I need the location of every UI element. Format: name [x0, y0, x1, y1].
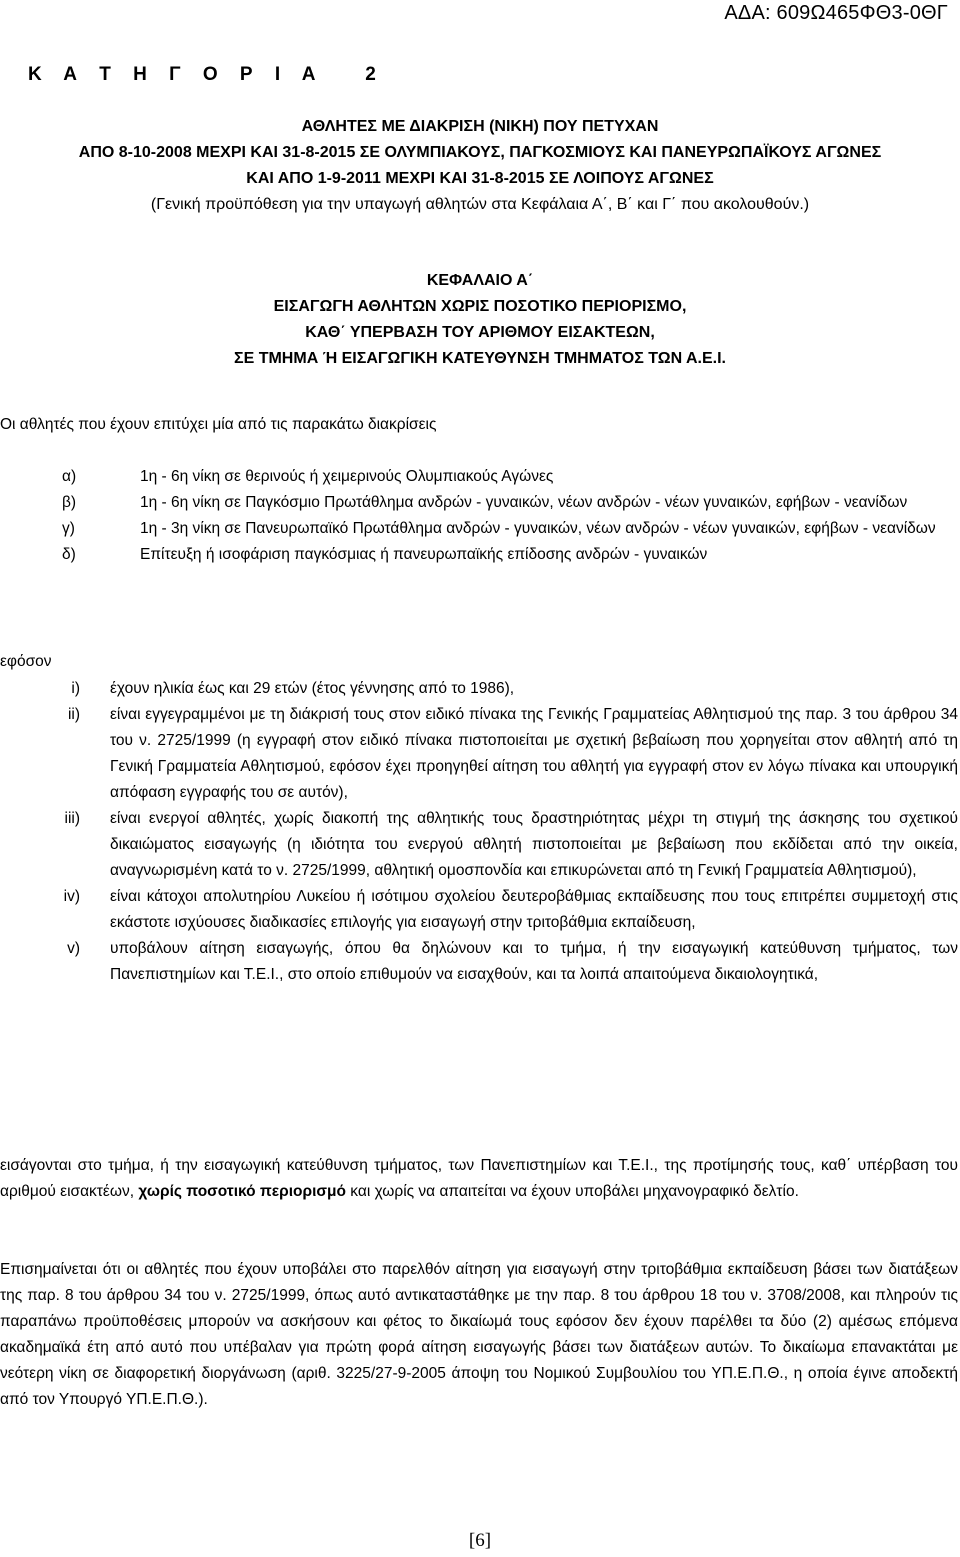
category-title: Κ Α Τ Η Γ Ο Ρ Ι Α 2: [28, 64, 385, 85]
distinctions-list: [0, 464, 960, 568]
item-label: v): [67, 940, 80, 957]
item-text: Επίτευξη ή ισοφάριση παγκόσμιας ή πανευρωπαϊκής επίδοσης ανδρών - γυναικών: [140, 546, 708, 563]
item-label: ii): [67, 706, 80, 723]
item-label: δ): [62, 546, 76, 563]
note-paragraph: Επισημαίνεται ότι οι αθλητές που έχουν υποβάλει στο παρελθόν αίτηση για εισαγωγή στην τριτοβάθμια εκπαίδευση βάσει των διατάξεων της παρ. 8 του άρθρου 34 του ν. 2725/1999, όπως αυτό αντικαταστάθηκε με την παρ. 8 του άρθρου 18 του ν. 3708/2008, και πληρούν τις παραπάνω προϋποθέσεις μπορούν να ασκήσουν και φέτος το δικαίωμά τους εφόσον δεν έχουν παρέλθει τα δύο (2) αμέσως επόμενα ακαδημαϊκά έτη από αυτό που υπέβαλαν για πρώτη φορά αίτηση εισαγωγής βάσει των διατάξεων αυτών. Το δικαίωμα επανακτάται με νεότερη νίκη σε διαφορετική διοργάνωση (αριθ. 3225/27-9-2005 άποψη του Νομικού Συμβουλίου του ΥΠ.Ε.Π.Θ., η οποία έγινε αποδεκτή από τον Υπουργό ΥΠ.Ε.Π.Θ.).: [0, 1261, 958, 1408]
item-label: β): [62, 494, 77, 511]
item-label: α): [62, 468, 77, 485]
list-item: [0, 464, 960, 490]
header-line: ΑΘΛΗΤΕΣ ΜΕ ΔΙΑΚΡΙΣΗ (ΝΙΚΗ) ΠΟΥ ΠΕΤΥΧΑΝ: [301, 118, 659, 135]
item-text: είναι εγγεγραμμένοι με τη διάκρισή τους στον ειδικό πίνακα της Γενικής Γραμματείας Αθλητισμού της παρ. 3 του άρθρου 34 του ν. 2725/1999 (η εγγραφή στον ειδικό πίνακα πιστοποιείται με σχετική βεβαίωση που χορηγείται στον αθλητή από τη Γενική Γραμματεία Αθλητισμού, εφόσον έχει προηγηθεί αίτηση του αθλητή για εγγραφή στον εν λόγω πίνακα και υπουργική απόφαση εγγραφής του σε αυτόν),: [110, 706, 958, 801]
chapter-header: [0, 268, 960, 372]
item-text: έχουν ηλικία έως και 29 ετών (έτος γέννησης από το 1986),: [110, 680, 515, 697]
section-header: [0, 114, 960, 218]
list-item: [0, 936, 960, 988]
chapter-line: ΣΕ ΤΜΗΜΑ Ή ΕΙΣΑΓΩΓΙΚΗ ΚΑΤΕΥΘΥΝΣΗ ΤΜΗΜΑΤΟΣ ΤΩΝ Α.Ε.Ι.: [233, 350, 726, 367]
chapter-line: ΚΕΦΑΛΑΙΟ Α΄: [426, 272, 534, 289]
conditions-list: [0, 676, 960, 988]
emphasis-text: χωρίς ποσοτικό περιορισμό: [138, 1183, 346, 1200]
item-text: 1η - 6η νίκη σε Παγκόσμιο Πρωτάθλημα ανδρών - γυναικών, νέων ανδρών - νέων γυναικών, εφήβων - νεανίδων: [140, 494, 908, 511]
item-text: υποβάλουν αίτηση εισαγωγής, όπου θα δηλώνουν και το τμήμα, ή την εισαγωγική κατεύθυνση τμήματος, των Πανεπιστημίων και Τ.Ε.Ι., στο οποίο επιθυμούν να εισαχθούν, και τα λοιπά απαιτούμενα δικαιολογητικά,: [110, 940, 958, 983]
header-line: ΑΠΟ 8-10-2008 ΜΕΧΡΙ ΚΑΙ 31-8-2015 ΣΕ ΟΛΥΜΠΙΑΚΟΥΣ, ΠΑΓΚΟΣΜΙΟΥΣ ΚΑΙ ΠΑΝΕΥΡΩΠΑΪΚΟΥΣ ΑΓΩΝΕΣ: [78, 144, 882, 161]
list-item: [0, 490, 960, 516]
admission-paragraph: [0, 1153, 958, 1205]
list-item: [0, 702, 960, 806]
item-text: 1η - 6η νίκη σε θερινούς ή χειμερινούς Ολυμπιακούς Αγώνες: [140, 468, 554, 485]
paragraph-text: εισάγονται στο τμήμα, ή την εισαγωγική κατεύθυνση τμήματος, των Πανεπιστημίων και Τ.Ε.Ι., της προτίμησής τους, καθ΄ υπέρβαση του αριθμού εισακτέων,: [0, 1157, 958, 1200]
item-label: iii): [64, 810, 80, 827]
item-text: 1η - 3η νίκη σε Πανευρωπαϊκό Πρωτάθλημα ανδρών - γυναικών, νέων ανδρών - νέων γυναικών, εφήβων - νεανίδων: [140, 520, 936, 537]
list-item: [0, 542, 960, 568]
list-item: [0, 516, 960, 542]
item-label: γ): [62, 520, 75, 537]
header-line: ΚΑΙ ΑΠΟ 1-9-2011 ΜΕΧΡΙ ΚΑΙ 31-8-2015 ΣΕ ΛΟΙΠΟΥΣ ΑΓΩΝΕΣ: [246, 170, 714, 187]
chapter-line: ΕΙΣΑΓΩΓΗ ΑΘΛΗΤΩΝ ΧΩΡΙΣ ΠΟΣΟΤΙΚΟ ΠΕΡΙΟΡΙΣΜΟ,: [273, 298, 687, 315]
item-text: είναι ενεργοί αθλητές, χωρίς διακοπή της αθλητικής τους δραστηριότητας μέχρι τη στιγμή της άσκησης του σχετικού δικαιώματος εισαγωγής (η ιδιότητα του ενεργού αθλητή πιστοποιείται με βεβαίωση που εκδίδεται από την οικεία, αναγνωρισμένη κατά το ν. 2725/1999, αθλητική ομοσπονδία και επικυρώνεται από τη Γενική Γραμματεία Αθλητισμού),: [110, 810, 958, 879]
efoson-label: εφόσον: [0, 653, 52, 670]
item-label: iv): [63, 888, 80, 905]
item-label: i): [71, 680, 80, 697]
paragraph-text: και χωρίς να απαιτείται να έχουν υποβάλει μηχανογραφικό δελτίο.: [345, 1183, 799, 1200]
list-item: [0, 884, 960, 936]
list-item: [0, 676, 960, 702]
chapter-line: ΚΑΘ΄ ΥΠΕΡΒΑΣΗ ΤΟΥ ΑΡΙΘΜΟΥ ΕΙΣΑΚΤΕΩΝ,: [305, 324, 655, 341]
intro-text: Οι αθλητές που έχουν επιτύχει μία από τις παρακάτω διακρίσεις: [0, 416, 437, 433]
item-text: είναι κάτοχοι απολυτηρίου Λυκείου ή ισότιμου σχολείου δευτεροβάθμιας εκπαίδευσης που τους επιτρέπει συμμετοχή στις εκάστοτε ισχύουσες διαδικασίες επιλογής για εισαγωγή στην τριτοβάθμια εκπαίδευση,: [110, 888, 958, 931]
ada-code: ΑΔΑ: 609Ω465ΦΘ3-0ΘΓ: [724, 2, 948, 24]
header-note: (Γενική προϋπόθεση για την υπαγωγή αθλητών στα Κεφάλαια Α΄, Β΄ και Γ΄ που ακολουθούν.): [150, 196, 810, 213]
list-item: [0, 806, 960, 884]
page-number: [6]: [468, 1530, 492, 1551]
